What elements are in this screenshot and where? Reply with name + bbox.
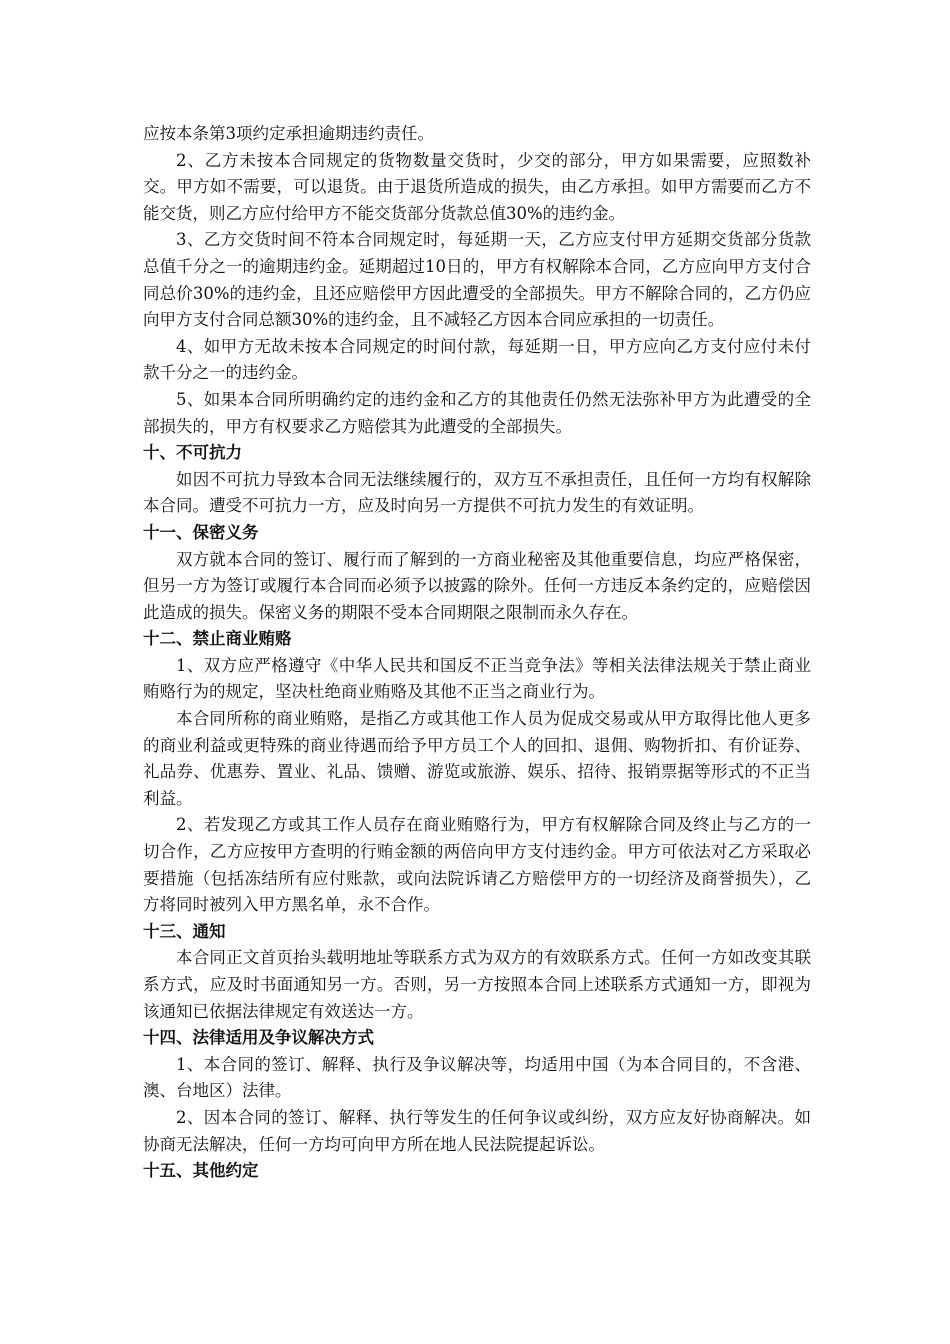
- heading-force-majeure: 十、不可抗力: [143, 443, 242, 463]
- paragraph-clause9-3: 3、乙方交货时间不符本合同规定时，每延期一天，乙方应支付甲方延期交货部分货款总值千分之一的逾期违约金。延期超过10日的，甲方有权解除本合同，乙方应向甲方支付合同总价30%的违约金，且还应赔偿甲方因此遭受的全部损失。甲方不解除合同的，乙方仍应向甲方支付合同总额30%的违约金，且不减轻乙方因本合同应承担的一切责任。: [143, 230, 811, 330]
- paragraph-clause9-4: 4、如甲方无故未按本合同规定的时间付款，每延期一日，甲方应向乙方支付应付未付款千分之一的违约金。: [143, 336, 811, 383]
- paragraph-clause9-3-tail: 应按本条第3项约定承担逾期违约责任。: [143, 124, 434, 143]
- paragraph-governing-law-1: 1、本合同的签订、解释、执行及争议解决等，均适用中国（为本合同目的，不含港、澳、台地区）法律。: [143, 1054, 811, 1101]
- heading-other-terms: 十五、其他约定: [143, 1161, 259, 1181]
- heading-anti-bribery: 十二、禁止商业贿赂: [143, 629, 292, 649]
- paragraph-anti-bribery-1: 1、双方应严格遵守《中华人民共和国反不正当竞争法》等相关法律法规关于禁止商业贿赂行为的规定，坚决杜绝商业贿赂及其他不正当之商业行为。: [143, 655, 811, 702]
- paragraph-confidentiality: 双方就本合同的签订、履行而了解到的一方商业秘密及其他重要信息，均应严格保密，但另一方为签订或履行本合同而必须予以披露的除外。任何一方违反本条约定的，应赔偿因此造成的损失。保密义务的期限不受本合同期限之限制而永久存在。: [143, 549, 811, 622]
- paragraph-clause9-5: 5、如果本合同所明确约定的违约金和乙方的其他责任仍然无法弥补甲方为此遭受的全部损失的，甲方有权要求乙方赔偿其为此遭受的全部损失。: [143, 389, 811, 436]
- paragraph-notice: 本合同正文首页抬头载明地址等联系方式为双方的有效联系方式。任何一方如改变其联系方式，应及时书面通知另一方。否则，另一方按照本合同上述联系方式通知一方，即视为该通知已依据法律规定有效送达一方。: [143, 948, 811, 1021]
- paragraph-anti-bribery-2: 2、若发现乙方或其工作人员存在商业贿赂行为，甲方有权解除合同及终止与乙方的一切合作，乙方应按甲方查明的行贿金额的两倍向甲方支付违约金。甲方可依法对乙方采取必要措施（包括冻结所有应付账款，或向法院诉请乙方赔偿甲方的一切经济及商誉损失），乙方将同时被列入甲方黑名单，永不合作。: [143, 815, 811, 915]
- paragraph-force-majeure: 如因不可抗力导致本合同无法继续履行的，双方互不承担责任，且任何一方均有权解除本合同。遭受不可抗力一方，应及时向另一方提供不可抗力发生的有效证明。: [143, 469, 811, 516]
- paragraph-anti-bribery-definition: 本合同所称的商业贿赂，是指乙方或其他工作人员为促成交易或从甲方取得比他人更多的商业利益或更特殊的商业待遇而给予甲方员工个人的回扣、退佣、购物折扣、有价证券、礼品券、优惠券、置业、礼品、馈赠、游览或旅游、娱乐、招待、报销票据等形式的不正当利益。: [143, 709, 811, 808]
- heading-governing-law: 十四、法律适用及争议解决方式: [143, 1028, 374, 1048]
- document-page: [143, 121, 811, 1185]
- heading-confidentiality: 十一、保密义务: [143, 522, 259, 542]
- paragraph-clause9-2: 2、乙方未按本合同规定的货物数量交货时，少交的部分，甲方如果需要，应照数补交。甲方如不需要，可以退货。由于退货所造成的损失，由乙方承担。如甲方需要而乙方不能交货，则乙方应付给甲方不能交货部分货款总值30%的违约金。: [143, 150, 811, 223]
- paragraph-governing-law-2: 2、因本合同的签订、解释、执行等发生的任何争议或纠纷，双方应友好协商解决。如协商无法解决，任何一方均可向甲方所在地人民法院提起诉讼。: [143, 1107, 811, 1154]
- heading-notice: 十三、通知: [143, 921, 226, 941]
